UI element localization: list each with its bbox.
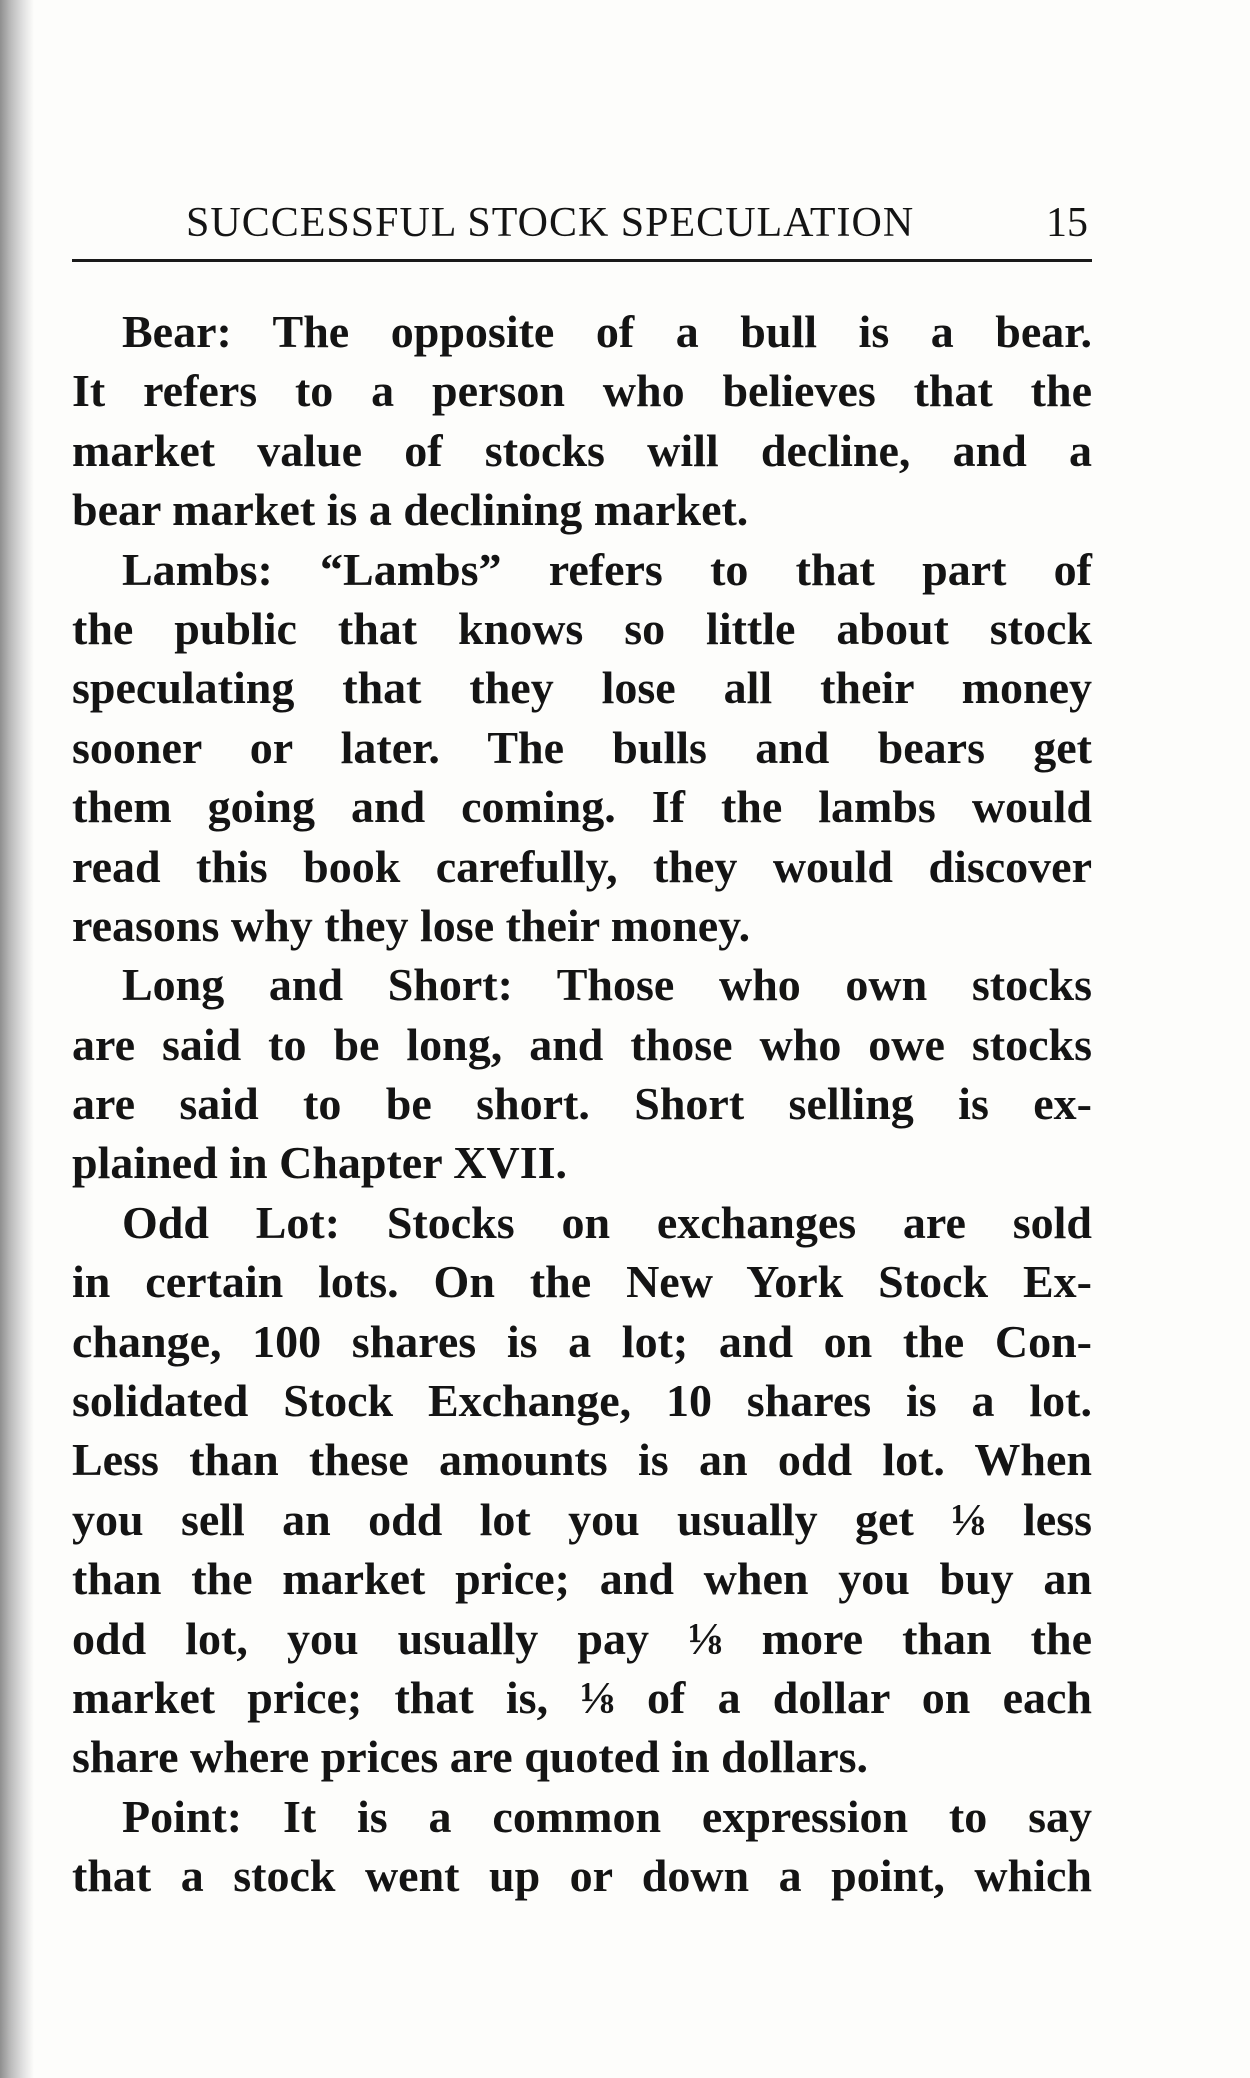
text-line: share where prices are quoted in dollars. (72, 1731, 869, 1783)
text-line: Long and Short: Those who own stocks (122, 959, 1092, 1011)
page-number: 15 (1046, 200, 1088, 246)
text-line: you sell an odd lot you usually get ⅛ less (72, 1493, 1092, 1545)
text-line: that a stock went up or down a point, which (72, 1850, 1092, 1902)
text-line: sooner or later. The bulls and bears get (72, 721, 1092, 773)
text-line: change, 100 shares is a lot; and on the Con- (72, 1315, 1092, 1367)
text-line: Less than these amounts is an odd lot. When (72, 1434, 1092, 1486)
text-line: are said to be short. Short selling is ex- (72, 1078, 1092, 1130)
text-line: than the market price; and when you buy an (72, 1553, 1092, 1605)
text-line: Point: It is a common expression to say (122, 1790, 1092, 1842)
text-line: Odd Lot: Stocks on exchanges are sold (122, 1196, 1092, 1248)
text-line: Bear: The opposite of a bull is a bear. (122, 306, 1092, 357)
text-line: in certain lots. On the New York Stock Ex- (72, 1256, 1092, 1308)
text-line: are said to be long, and those who owe stocks (72, 1018, 1092, 1070)
text-line: odd lot, you usually pay ⅛ more than the (72, 1612, 1092, 1664)
text-line: market value of stocks will decline, and a (72, 424, 1092, 476)
text-line: plained in Chapter XVII. (72, 1137, 568, 1189)
page-binding-shadow (0, 0, 34, 2078)
text-line: Lambs: “Lambs” refers to that part of (122, 543, 1092, 595)
body-text (72, 302, 1092, 1906)
page-header (72, 193, 1092, 262)
text-line: bear market is a declining market. (72, 484, 749, 536)
text-line: read this book carefully, they would discover (72, 840, 1092, 892)
running-title: SUCCESSFUL STOCK SPECULATION (186, 200, 915, 246)
text-line: reasons why they lose their money. (72, 899, 751, 951)
text-line: speculating that they lose all their money (72, 662, 1092, 714)
text-line: them going and coming. If the lambs would (72, 781, 1092, 833)
text-line: market price; that is, ⅛ of a dollar on each (72, 1671, 1092, 1723)
text-line: solidated Stock Exchange, 10 shares is a lot. (72, 1375, 1092, 1427)
text-line: It refers to a person who believes that the (72, 365, 1092, 417)
text-line: the public that knows so little about stock (72, 602, 1092, 654)
